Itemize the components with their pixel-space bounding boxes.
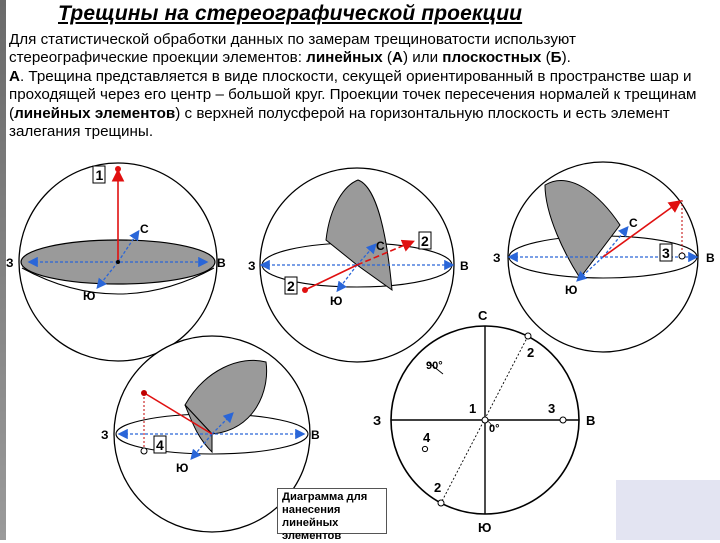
marker-2b-label: 2 (287, 278, 295, 294)
marker-4-label: 4 (156, 437, 164, 453)
net-angle-90-label: 90° (426, 360, 443, 372)
net-point-1-label: 1 (469, 401, 477, 416)
sphere-1-east-label: В (217, 256, 226, 270)
sphere-1-north-label: С (140, 222, 149, 236)
sphere-4-south-label: Ю (176, 461, 189, 475)
sphere-3-south-label: Ю (565, 283, 578, 297)
net-point-2a-label: 2 (527, 345, 535, 360)
sphere-3-north-label: С (629, 216, 638, 230)
marker-1-label: 1 (95, 167, 104, 183)
net-north-label: С (478, 308, 488, 323)
net-point-3-label: 3 (548, 401, 556, 416)
diagram-caption: Диаграмма для нанесения линейных элементов (277, 488, 387, 534)
net-angle-0-label: 0° (489, 423, 500, 435)
intro-paragraph-1: Для статистической обработки данных по замерам трещиноватости используют стереографические проекции элементов: линейных (А) или плоскостных (Б). (9, 31, 576, 67)
net-west-label: З (373, 413, 382, 428)
sphere-4-west-label: З (101, 428, 109, 442)
net-point-2b-label: 2 (434, 480, 442, 495)
sphere-1-west-label: З (6, 256, 14, 270)
sphere-1 (6, 163, 226, 361)
sphere-4-east-label: В (311, 428, 320, 442)
sphere-2-east-label: В (460, 259, 469, 273)
sphere-2 (248, 168, 469, 362)
slide-title: Трещины на стереографической проекции (58, 2, 523, 25)
sphere-3-east-label: В (706, 251, 715, 265)
sphere-2-north-label: С (376, 239, 385, 253)
net-east-label: В (586, 413, 596, 428)
sphere-3-west-label: З (493, 251, 501, 265)
sphere-2-west-label: З (248, 259, 256, 273)
net-south-label: Ю (478, 520, 492, 535)
corner-decoration (616, 480, 720, 540)
marker-3-label: 3 (662, 245, 670, 261)
intro-paragraph-2: А. Трещина представляется в виде плоскости, секущей ориентированный в пространстве шар и проходящей через его центр – большой круг. Проекции точек пересечения нормалей к трещинам (линейных элементов) с верхней полусферой на горизонтальную плоскость и есть элемент залегания трещины. (9, 67, 697, 141)
sphere-1-south-label: Ю (83, 289, 96, 303)
marker-2a-label: 2 (421, 233, 429, 249)
sphere-2-south-label: Ю (330, 294, 343, 308)
net-point-4-label: 4 (423, 430, 431, 445)
sphere-3 (493, 162, 715, 352)
